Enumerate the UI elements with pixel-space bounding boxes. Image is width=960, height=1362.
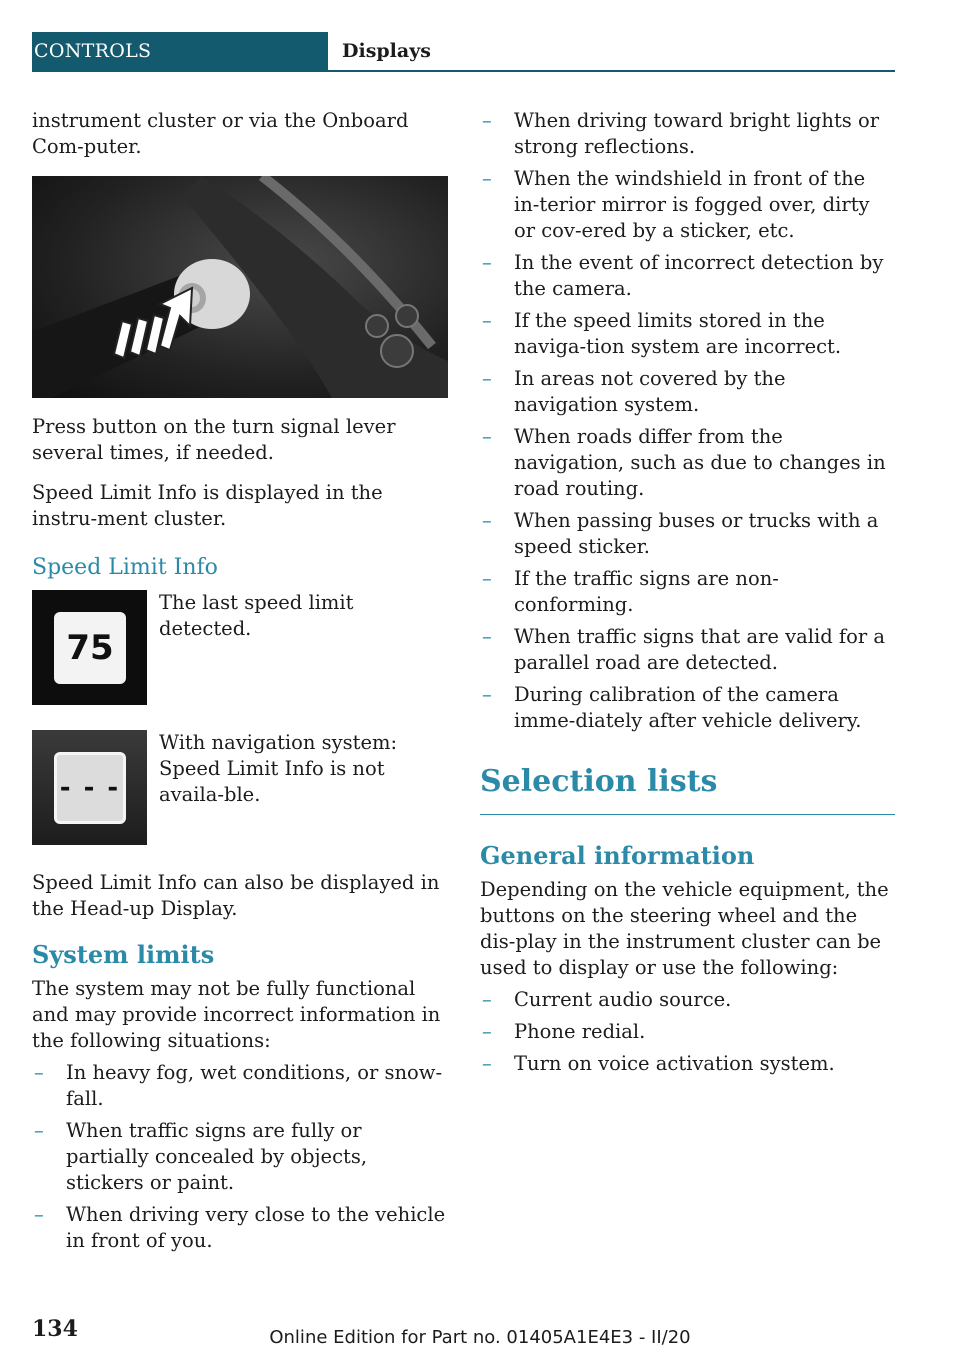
bullet-dash: – — [34, 1119, 44, 1142]
system-limits-intro: The system may not be fully functional and may provide incorrect information in the following situations: — [32, 977, 441, 1052]
list-item: – When driving very close to the vehicle in front of you. — [34, 1203, 446, 1252]
intro-paragraph: instrument cluster or via the Onboard Com-puter. — [32, 109, 409, 158]
list-item: – When traffic signs that are valid for a parallel road are detected. — [482, 625, 886, 674]
bullet-dash: – — [482, 367, 492, 390]
list-item: – When traffic signs are fully or partially concealed by objects, stickers or paint. — [34, 1119, 368, 1194]
bullet-dash: – — [482, 1020, 492, 1043]
bullet-dash: – — [482, 1052, 492, 1075]
general-information-heading: General information — [480, 841, 755, 870]
bullet-dash: – — [482, 567, 492, 590]
section-rule — [480, 814, 895, 815]
page-header — [32, 32, 895, 72]
list-item: – When passing buses or trucks with a speed sticker. — [482, 509, 879, 558]
list-item: – During calibration of the camera imme-diately after vehicle delivery. — [482, 683, 862, 732]
list-item: – If the traffic signs are non-conforming. — [482, 567, 779, 616]
general-information-text: Depending on the vehicle equipment, the buttons on the steering wheel and the dis-play in the instrument cluster can be used to display or use the following: — [480, 878, 889, 979]
chapter-title: Displays — [342, 40, 431, 62]
selection-options-list — [480, 987, 895, 1077]
speed-limit-info-heading: Speed Limit Info — [32, 555, 218, 580]
turn-signal-lever-photo — [32, 176, 448, 398]
list-item: – Turn on voice activation system. — [482, 1052, 835, 1075]
speed-sign-unavailable-row — [32, 730, 450, 870]
speed-sign-75-row — [32, 590, 450, 730]
bullet-dash: – — [482, 988, 492, 1011]
bullet-dash: – — [482, 309, 492, 332]
list-item: – When the windshield in front of the in-terior mirror is fogged over, dirty or cov-ered by a sticker, etc. — [482, 167, 870, 242]
speed-limit-unavailable-icon — [32, 730, 147, 845]
list-item: – When driving toward bright lights or strong reflections. — [482, 109, 880, 158]
edition-footer: Online Edition for Part no. 01405A1E4E3 - II/20 — [269, 1327, 691, 1348]
speed-limit-sign-icon — [32, 590, 147, 705]
header-rule — [32, 70, 895, 72]
bullet-dash: – — [482, 625, 492, 648]
sign-caption: The last speed limit detected. — [159, 591, 354, 640]
system-limits-list-left — [32, 1060, 450, 1254]
bullet-dash: – — [482, 109, 492, 132]
bullet-dash: – — [482, 683, 492, 706]
system-limits-heading: System limits — [32, 940, 215, 969]
page-number: 134 — [32, 1316, 78, 1342]
hud-text: Speed Limit Info can also be displayed in the Head-up Display. — [32, 871, 440, 920]
displayed-text: Speed Limit Info is displayed in the instru-ment cluster. — [32, 481, 383, 530]
bullet-dash: – — [482, 509, 492, 532]
selection-lists-heading: Selection lists — [480, 764, 718, 799]
press-button-text: Press button on the turn signal lever several times, if needed. — [32, 415, 396, 464]
bullet-dash: – — [482, 425, 492, 448]
bullet-dash: – — [482, 251, 492, 274]
unavailable-value: - - - — [54, 752, 126, 824]
bullet-dash: – — [34, 1061, 44, 1084]
list-item: – In areas not covered by the navigation system. — [482, 367, 786, 416]
list-item: – If the speed limits stored in the naviga-tion system are incorrect. — [482, 309, 842, 358]
list-item: – In the event of incorrect detection by the camera. — [482, 251, 884, 300]
list-item: – When roads differ from the navigation, such as due to changes in road routing. — [482, 425, 886, 500]
sign-caption: With navigation system: Speed Limit Info is not availa-ble. — [159, 731, 398, 806]
list-item: – Phone redial. — [482, 1020, 646, 1043]
bullet-dash: – — [34, 1203, 44, 1226]
bullet-dash: – — [482, 167, 492, 190]
list-item: – In heavy fog, wet conditions, or snow-fall. — [34, 1061, 443, 1110]
left-column — [32, 108, 450, 1260]
right-column — [480, 108, 895, 1083]
section-label: CONTROLS — [32, 32, 328, 70]
list-item: – Current audio source. — [482, 988, 732, 1011]
system-limits-list-right — [480, 108, 895, 734]
speed-limit-value: 75 — [54, 612, 126, 684]
